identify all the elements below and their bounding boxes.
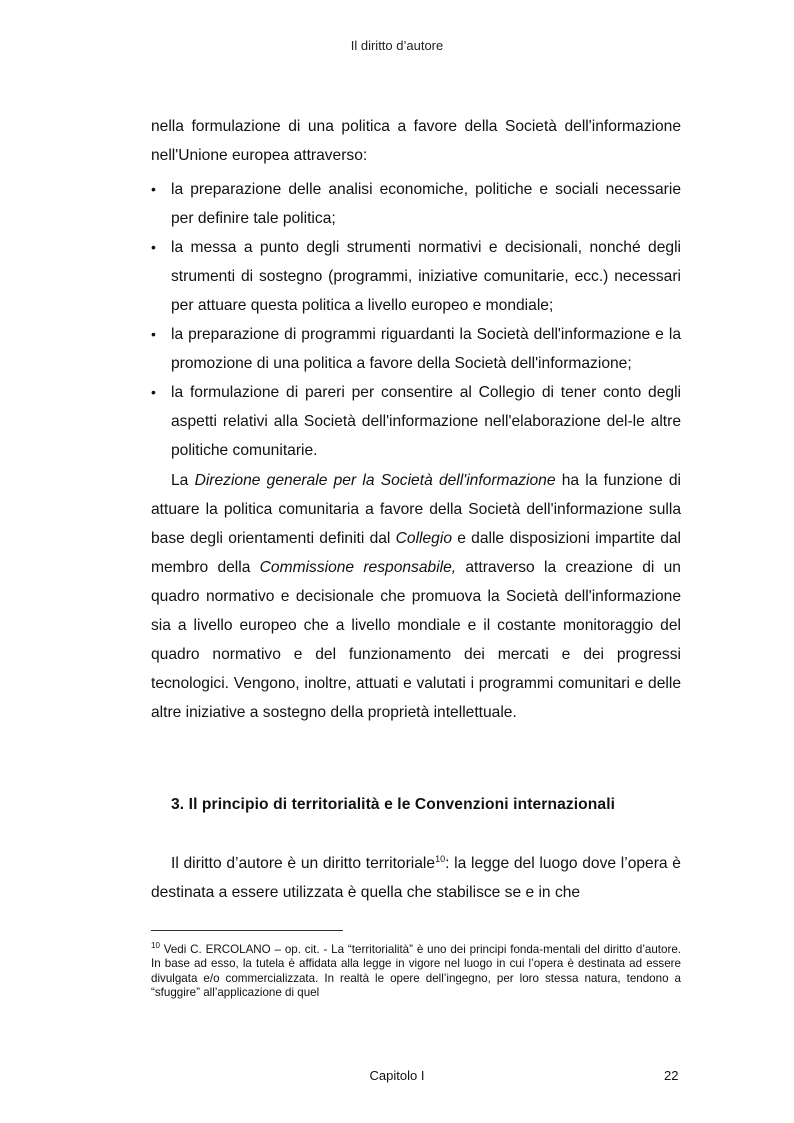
paragraph-territoriality: Il diritto d’autore è un diritto territoriale$^{10}$: la legge del luogo dove l’opera è destinata a essere utilizzata è quella che stabilisce se e in che [151,853,681,901]
list-item: • la preparazione delle analisi economiche, politiche e sociali necessarie per definire tale politica; [151,175,681,233]
list-item: • la formulazione di pareri per consentire al Collegio di tener conto degli aspetti relativi alla Società dell'informazione nell'elaborazione del-le altre politiche comunitarie. [151,378,681,465]
bullet-icon: • [151,384,156,400]
body-text [151,112,681,727]
page-number: 22 [664,1068,679,1083]
footnote-reference[interactable]: 10 [435,853,446,864]
footnote-marker: 10 [151,941,160,951]
list-item: • la messa a punto degli strumenti normativi e decisionali, nonché degli strumenti di sostegno (programmi, iniziative comunitarie, ecc.) necessari per attuare questa politica a livello europeo e mondiale; [151,233,681,320]
bullet-list [151,175,681,465]
footnote-divider [151,930,343,931]
bullet-icon: • [151,181,156,197]
body-text-territoriality [151,848,681,923]
running-header: Il diritto d’autore [350,38,444,53]
list-item: • la preparazione di programmi riguardanti la Società dell'informazione e la promozione di una politica a favore della Società dell'informazione; [151,320,681,378]
bullet-icon: • [151,239,156,255]
section-heading: 3. Il principio di territorialità e le Convenzioni internazionali [171,796,616,813]
footnote: $^{10}$ Vedi C. ERCOLANO – op. cit. - La “territorialità” è uno dei principi fonda-mentali del diritto d’autore. In base ad esso, la tutela è affidata alla legge in vigore nel luogo in cui l’opera è destinata ad essere divulgata e/o commercializzata. In realtà le opere dell’ingegno, per loro stessa natura, tendono a “sfuggire” all’applicazione di quel [151,941,681,999]
bullet-icon: • [151,326,156,342]
paragraph-directorate: La Direzione generale per la Società dell'informazione ha la funzione di attuare la politica comunitaria a favore della Società dell'informazione sulla base degli orientamenti definiti dal Collegio e dalle disposizioni impartite dal membro della Commissione responsabile, attraverso la creazione di un quadro normativo e decisionale che promuova la Società dell'informazione sia a livello europeo che a livello mondiale e il costante monitoraggio del quadro normativo e del funzionamento dei mercati e dei progressi tecnologici. Vengono, inoltre, attuati e valutati i programmi comunitari e delle altre iniziative a sostegno della proprietà intellettuale. [151,472,682,721]
intro-paragraph: nella formulazione di una politica a favore della Società dell'informazione nell'Unione europea attraverso: [151,118,681,164]
chapter-label: Capitolo I [369,1068,425,1083]
